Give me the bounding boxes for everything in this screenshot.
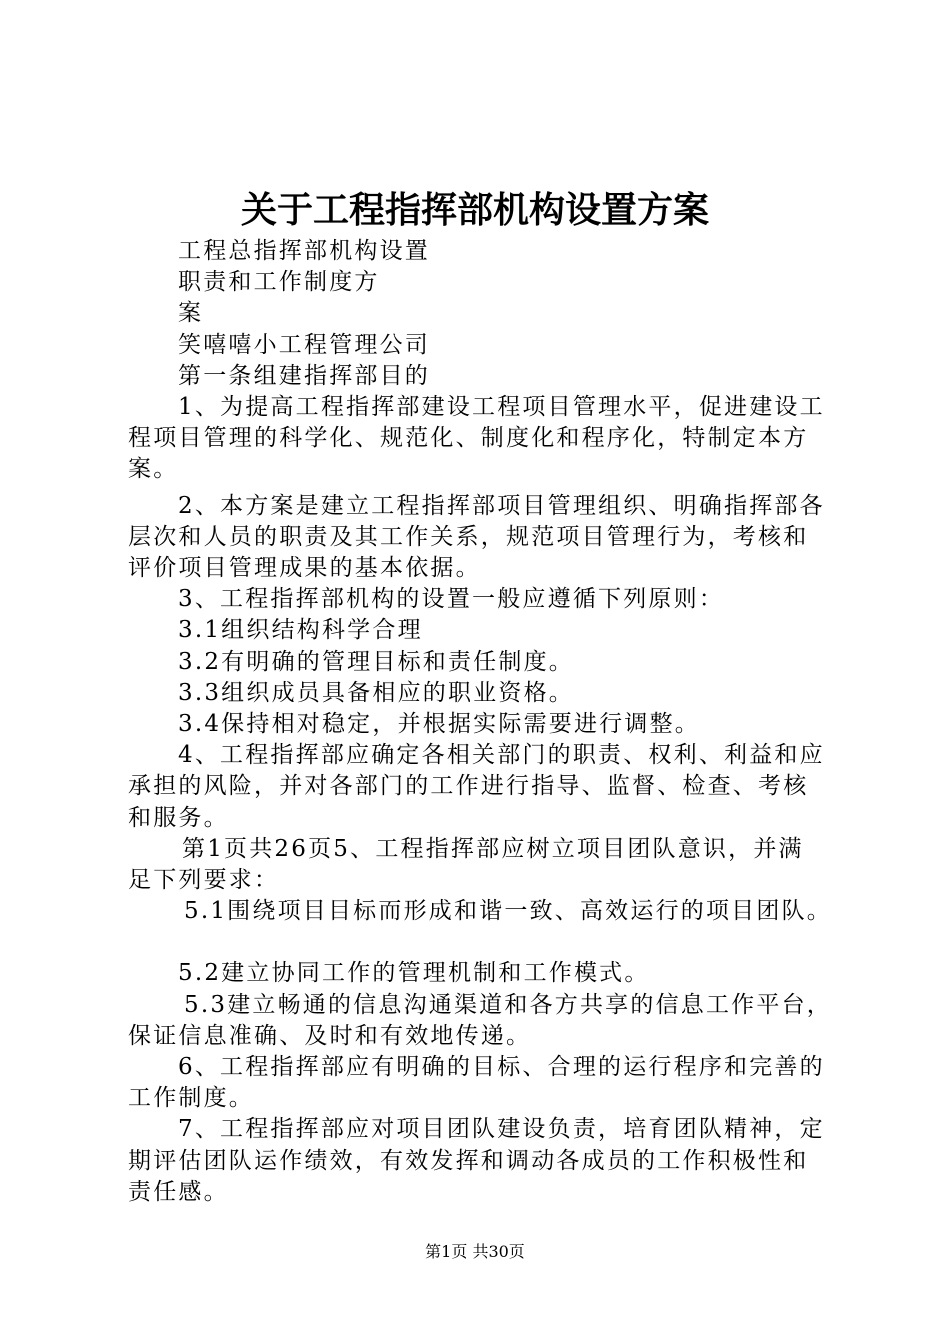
body-line: 第1页共26页5、工程指挥部应树立项目团队意识，并满 (182, 835, 804, 862)
body-line: 程项目管理的科学化、规范化、制度化和程序化，特制定本方 (128, 425, 809, 452)
body-line: 1、为提高工程指挥部建设工程项目管理水平，促进建设工 (178, 394, 825, 421)
body-line: 工程总指挥部机构设置 (178, 238, 430, 264)
body-line: 和服务。 (128, 804, 229, 831)
page-footer: 第1页 共30页 (425, 1242, 525, 1261)
document-title: 关于工程指挥部机构设置方案 (240, 189, 709, 231)
body-line: 2、本方案是建立工程指挥部项目管理组织、明确指挥部各 (178, 492, 825, 519)
body-line: 4、工程指挥部应确定各相关部门的职责、权利、利益和应 (178, 742, 825, 769)
body-line: 足下列要求： (128, 867, 280, 894)
body-line: 保证信息准确、及时和有效地传递。 (128, 1022, 532, 1049)
body-line: 3.1组织结构科学合理 (178, 617, 423, 644)
body-line: 6、工程指挥部应有明确的目标、合理的运行程序和完善的 (178, 1054, 825, 1081)
body-line: 责任感。 (128, 1178, 229, 1205)
body-line: 5.2建立协同工作的管理机制和工作模式。 (178, 960, 650, 987)
body-line: 5.1围绕项目目标而形成和谐一致、高效运行的项目团队。 (184, 898, 832, 925)
body-line: 案。 (128, 456, 179, 483)
body-line: 7、工程指挥部应对项目团队建设负责，培育团队精神，定 (178, 1116, 825, 1143)
body-line: 笑嘻嘻小工程管理公司 (178, 331, 430, 358)
body-line: 3、工程指挥部机构的设置一般应遵循下列原则： (178, 586, 725, 613)
body-line: 职责和工作制度方 (178, 269, 380, 296)
body-line: 3.3组织成员具备相应的职业资格。 (178, 679, 574, 706)
body-line: 承担的风险，并对各部门的工作进行指导、监督、检查、考核 (128, 773, 809, 800)
body-line: 第一条组建指挥部目的 (178, 362, 430, 389)
body-line: 层次和人员的职责及其工作关系，规范项目管理行为，考核和 (128, 523, 809, 550)
body-line: 期评估团队运作绩效，有效发挥和调动各成员的工作积极性和 (128, 1147, 809, 1174)
body-line: 3.2有明确的管理目标和责任制度。 (178, 648, 574, 675)
body-line: 工作制度。 (128, 1085, 254, 1112)
blank-line (128, 927, 828, 958)
body-line: 5.3建立畅通的信息沟通渠道和各方共享的信息工作平台， (184, 991, 832, 1018)
document-body (128, 236, 832, 1208)
body-line: 评价项目管理成果的基本依据。 (128, 555, 481, 582)
body-line: 案 (178, 300, 204, 327)
body-line: 3.4保持相对稳定，并根据实际需要进行调整。 (178, 711, 700, 738)
